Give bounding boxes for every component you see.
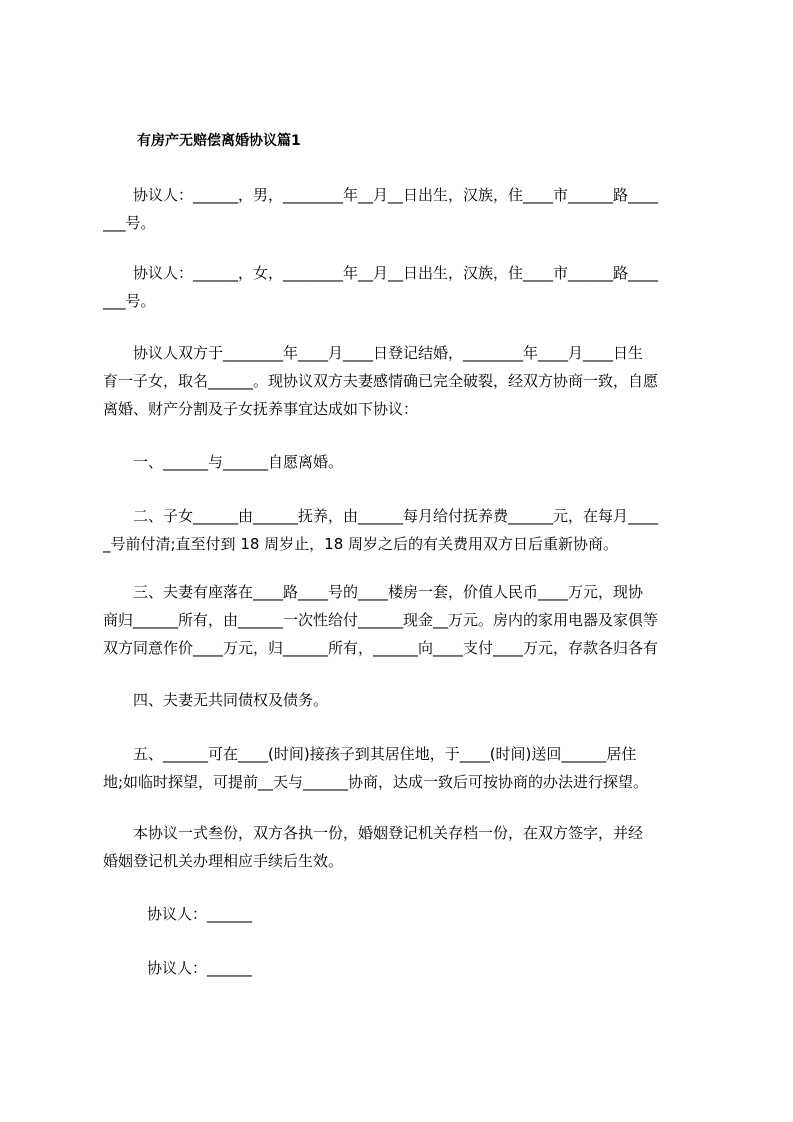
clause-one: [103, 448, 703, 476]
clause-three: [103, 578, 703, 662]
paragraph-line: 本协议一式叁份，双方各执一份，婚姻登记机关存档一份，在双方签字，并经: [103, 824, 644, 842]
document-title: 有房产无赔偿离婚协议篇1: [137, 133, 301, 149]
clause-four: [103, 686, 703, 714]
signature-line-2: 协议人：______: [147, 959, 253, 977]
paragraph-line: 四、夫妻无共同债权及债务。: [103, 691, 329, 709]
paragraph-line: 育一子女，取名______。现协议双方夫妻感情确已完全破裂，经双方协商一致，自愿: [103, 372, 659, 390]
paragraph-party-2: [103, 259, 703, 315]
paragraph-line: 五、______可在____(时间)接孩子到其居住地，于____(时间)送回______居住: [103, 745, 637, 763]
paragraph-line: 地;如临时探望，可提前__天与______协商，达成一致后可按协商的办法进行探望。: [103, 773, 649, 791]
paragraph-line: 二、子女______由______抚养，由______每月给付抚养费______元，在每月____: [103, 507, 659, 525]
signature-line-1: 协议人：______: [147, 905, 253, 923]
paragraph-party-1: [103, 181, 703, 237]
agreement-copies-clause: [103, 819, 703, 875]
paragraph-line: ___号。: [103, 214, 156, 232]
paragraph-marriage-info: [103, 339, 703, 423]
paragraph-line: 协议人：______，女，________年__月__日出生，汉族，住____市______路____: [103, 264, 659, 282]
paragraph-line: 商归______所有，由______一次性给付______现金__万元。房内的家用电器及家俱等: [103, 611, 659, 629]
clause-five: [103, 740, 703, 796]
paragraph-line: 双方同意作价____万元，归______所有，______向____支付____万元，存款各归各有: [103, 639, 659, 657]
paragraph-line: 一、______与______自愿离婚。: [103, 453, 344, 471]
paragraph-line: 三、夫妻有座落在____路____号的____楼房一套，价值人民币____万元，现协: [103, 583, 644, 601]
paragraph-line: _号前付清;直至付到 18 周岁止，18 周岁之后的有关费用双方日后重新协商。: [103, 535, 619, 553]
paragraph-line: 离婚、财产分割及子女抚养事宜达成如下协议：: [103, 400, 419, 418]
paragraph-line: ___号。: [103, 292, 156, 310]
paragraph-line: 协议人双方于________年____月____日登记结婚，________年____月____日生: [103, 344, 644, 362]
paragraph-line: 婚姻登记机关办理相应手续后生效。: [103, 852, 344, 870]
clause-two: [103, 502, 703, 558]
paragraph-line: 协议人：______，男，________年__月__日出生，汉族，住____市______路____: [103, 186, 659, 204]
